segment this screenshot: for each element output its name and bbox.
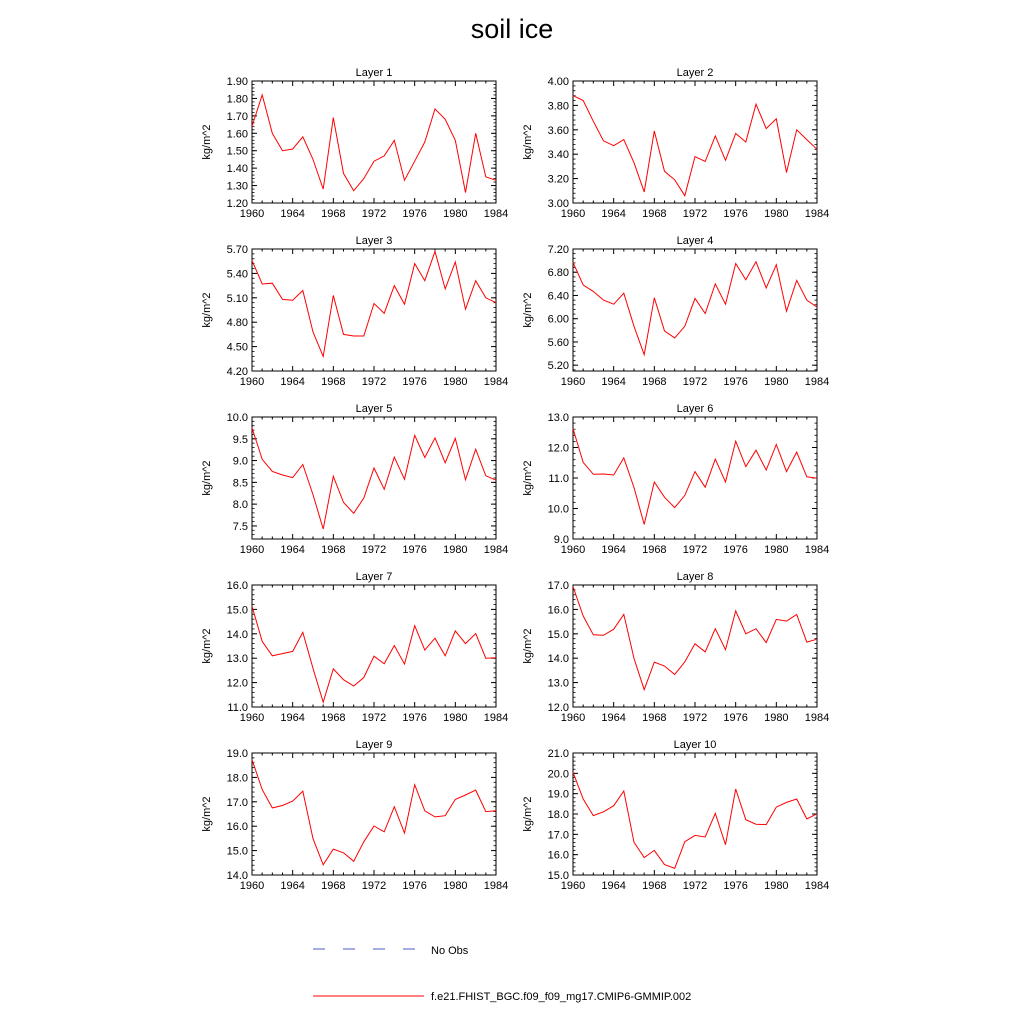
x-tick-label: 1980 [764,544,789,556]
y-tick-label: 3.00 [547,198,569,210]
x-tick-label: 1968 [321,376,346,388]
y-tick-label: 3.40 [547,149,569,162]
x-tick-label: 1972 [361,376,387,388]
y-tick-label: 15.0 [226,604,248,617]
y-tick-label: 1.50 [226,145,248,158]
x-tick-label: 1960 [560,376,586,388]
y-tick-label: 6.00 [547,313,569,326]
y-tick-label: 4.00 [547,76,569,88]
x-tick-label: 1984 [483,544,509,556]
x-tick-label: 1976 [402,880,427,892]
x-tick-label: 1968 [321,544,346,556]
x-tick-label: 1968 [642,712,667,724]
y-tick-label: 19.0 [547,788,569,801]
y-axis-label: kg/m^2 [522,628,534,664]
y-tick-label: 4.50 [226,341,248,354]
x-tick-label: 1980 [443,880,468,892]
x-tick-label: 1964 [280,712,305,724]
x-tick-label: 1972 [361,208,387,220]
panel-title: Layer 6 [676,403,714,415]
y-tick-label: 12.0 [226,677,248,690]
y-tick-label: 16.0 [226,821,248,834]
y-tick-label: 17.0 [547,829,569,842]
x-tick-label: 1968 [642,208,667,220]
x-tick-label: 1972 [682,880,708,892]
x-tick-label: 1968 [321,880,346,892]
y-tick-label: 1.80 [226,93,248,106]
y-tick-label: 16.0 [547,604,569,617]
y-tick-label: 5.70 [226,244,248,256]
y-tick-label: 4.20 [226,366,248,378]
x-tick-label: 1984 [804,712,830,724]
y-tick-label: 18.0 [226,772,248,785]
x-tick-label: 1984 [804,880,830,892]
x-tick-label: 1972 [682,544,708,556]
y-tick-label: 12.0 [547,442,569,455]
y-axis-label: kg/m^2 [522,460,534,496]
y-tick-label: 14.0 [226,870,248,882]
y-tick-label: 14.0 [547,653,569,666]
y-tick-label: 13.0 [547,412,569,424]
y-tick-label: 1.70 [226,110,248,123]
y-tick-label: 15.0 [547,870,569,882]
y-tick-label: 15.0 [226,845,248,858]
x-tick-label: 1976 [723,712,748,724]
x-tick-label: 1964 [601,880,626,892]
x-tick-label: 1960 [239,880,265,892]
x-tick-label: 1984 [483,880,509,892]
y-tick-label: 13.0 [226,653,248,666]
x-tick-label: 1964 [601,712,626,724]
y-axis-label: kg/m^2 [201,124,213,160]
y-tick-label: 5.60 [547,336,569,349]
y-tick-label: 6.40 [547,290,569,303]
x-tick-label: 1964 [601,544,626,556]
y-tick-label: 16.0 [547,849,569,862]
panel-title: Layer 1 [355,67,393,79]
x-tick-label: 1976 [723,544,748,556]
y-tick-label: 11.0 [227,702,248,714]
x-tick-label: 1964 [601,208,626,220]
y-tick-label: 1.40 [226,163,248,176]
x-tick-label: 1972 [682,712,708,724]
x-tick-label: 1980 [764,208,789,220]
x-tick-label: 1968 [321,208,346,220]
x-tick-label: 1984 [804,208,830,220]
x-tick-label: 1984 [804,544,830,556]
panel-title: Layer 7 [355,571,393,583]
panel-title: Layer 2 [676,67,714,79]
y-tick-label: 10.0 [226,412,248,424]
x-tick-label: 1980 [764,712,789,724]
legend-model-label: f.e21.FHIST_BGC.f09_f09_mg17.CMIP6-GMMIP.002 [431,991,692,1003]
x-tick-label: 1980 [764,880,789,892]
y-tick-label: 7.20 [547,244,569,256]
y-tick-label: 18.0 [547,809,569,821]
x-tick-label: 1968 [321,712,346,724]
panel-title: Layer 5 [355,403,393,415]
y-tick-label: 1.60 [226,128,248,141]
x-tick-label: 1976 [723,880,748,892]
panel-title: Layer 10 [673,739,717,751]
y-tick-label: 19.0 [226,748,248,760]
x-tick-label: 1972 [361,544,387,556]
x-tick-label: 1976 [402,376,427,388]
y-tick-label: 9.0 [232,455,248,468]
y-axis-label: kg/m^2 [201,796,213,832]
x-tick-label: 1960 [239,376,265,388]
legend-obs-label: No Obs [431,945,469,957]
y-tick-label: 20.0 [547,768,569,781]
x-tick-label: 1968 [642,544,667,556]
x-tick-label: 1964 [280,208,305,220]
x-tick-label: 1972 [682,376,708,388]
y-tick-label: 17.0 [547,580,569,592]
panel-title: Layer 8 [676,571,714,583]
y-axis-label: kg/m^2 [522,796,534,832]
x-tick-label: 1964 [280,880,305,892]
y-tick-label: 3.60 [547,124,569,137]
y-tick-label: 6.80 [547,267,569,280]
y-axis-label: kg/m^2 [522,124,534,160]
y-tick-label: 5.40 [226,268,248,281]
x-tick-label: 1972 [361,712,387,724]
x-tick-label: 1976 [723,208,748,220]
y-tick-label: 1.20 [226,198,248,210]
panel-title: Layer 9 [355,739,393,751]
x-tick-label: 1980 [443,376,468,388]
y-tick-label: 5.10 [226,292,248,305]
y-axis-label: kg/m^2 [201,460,213,496]
y-tick-label: 9.0 [553,534,569,546]
y-tick-label: 1.90 [226,76,248,88]
y-tick-label: 3.20 [547,173,569,186]
x-tick-label: 1960 [560,544,586,556]
y-tick-label: 8.0 [232,499,248,512]
x-tick-label: 1972 [682,208,708,220]
panel-title: Layer 4 [676,235,714,247]
x-tick-label: 1984 [483,376,509,388]
y-tick-label: 13.0 [547,677,569,690]
y-tick-label: 7.5 [232,520,248,533]
x-tick-label: 1972 [361,880,387,892]
y-axis-label: kg/m^2 [201,628,213,664]
y-tick-label: 3.80 [547,100,569,113]
x-tick-label: 1984 [483,712,509,724]
x-tick-label: 1960 [560,208,586,220]
y-tick-label: 1.30 [226,180,248,193]
chart-title: soil ice [470,14,554,44]
x-tick-label: 1968 [642,880,667,892]
x-tick-label: 1960 [239,712,265,724]
x-tick-label: 1964 [280,376,305,388]
x-tick-label: 1964 [601,376,626,388]
x-tick-label: 1964 [280,544,305,556]
x-tick-label: 1980 [443,544,468,556]
x-tick-label: 1976 [402,712,427,724]
x-tick-label: 1960 [560,712,586,724]
x-tick-label: 1984 [804,376,830,388]
y-tick-label: 12.0 [547,702,569,714]
x-tick-label: 1960 [239,208,265,220]
y-tick-label: 14.0 [226,628,248,641]
y-tick-label: 8.5 [232,477,248,490]
x-tick-label: 1980 [443,208,468,220]
y-tick-label: 4.80 [226,317,248,330]
y-tick-label: 10.0 [547,503,569,516]
x-tick-label: 1968 [642,376,667,388]
x-tick-label: 1960 [560,880,586,892]
panel-title: Layer 3 [355,235,393,247]
x-tick-label: 1980 [764,376,789,388]
y-tick-label: 11.0 [548,473,569,485]
y-axis-label: kg/m^2 [522,292,534,328]
x-tick-label: 1980 [443,712,468,724]
y-tick-label: 17.0 [226,796,248,809]
x-tick-label: 1984 [483,208,509,220]
y-tick-label: 16.0 [226,580,248,592]
x-tick-label: 1976 [402,544,427,556]
y-tick-label: 5.20 [547,360,569,373]
y-tick-label: 15.0 [547,628,569,641]
y-axis-label: kg/m^2 [201,292,213,328]
y-tick-label: 21.0 [547,748,569,760]
x-tick-label: 1976 [402,208,427,220]
y-tick-label: 9.5 [232,433,248,446]
x-tick-label: 1960 [239,544,265,556]
x-tick-label: 1976 [723,376,748,388]
